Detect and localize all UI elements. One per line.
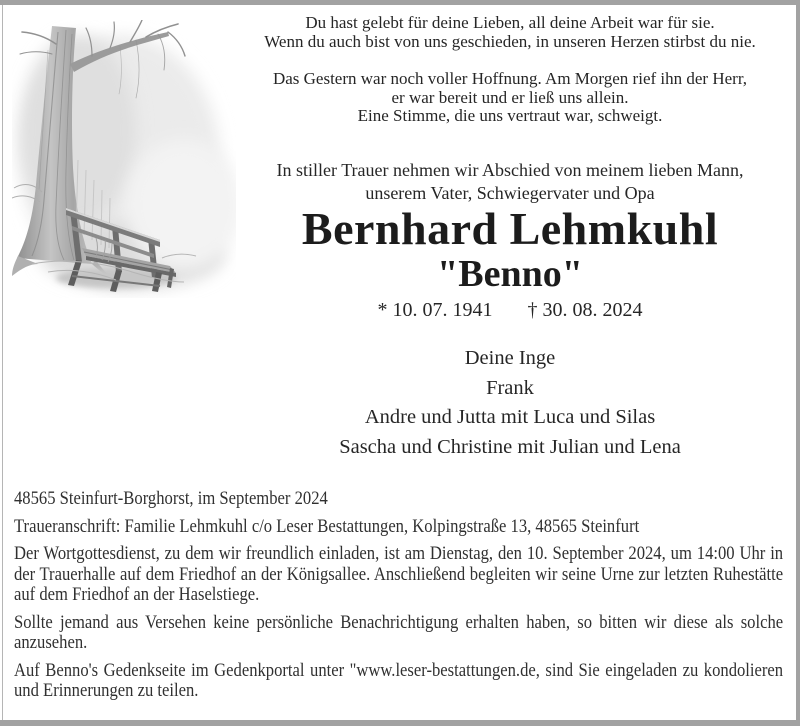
tree-and-bench-illustration	[12, 20, 236, 298]
mourner-line: Andre und Jutta mit Luca und Silas	[364, 406, 656, 428]
tree-and-bench-sketch-icon	[12, 20, 236, 298]
deceased-nickname: "Benno"	[437, 253, 583, 295]
deceased-name: Bernhard Lehmkuhl	[301, 203, 719, 254]
mourning-introduction	[232, 159, 788, 205]
verse-line: Du hast gelebt für deine Lieben, all deine Arbeit war für sie.	[305, 13, 715, 32]
memorial-page-note: Auf Benno's Gedenkseite im Gedenkportal unter "www.leser-bestattungen.de, sind Sie eingeladen zu kondolieren und Erinnerungen zu teilen.	[14, 659, 784, 701]
mourner-line: Sascha und Christine mit Julian und Lena	[339, 435, 681, 458]
second-verse	[232, 70, 788, 126]
verse-line: Das Gestern war noch voller Hoffnung. Am Morgen rief ihn der Herr,	[272, 69, 748, 88]
frame-top-bar	[0, 0, 800, 5]
intro-line: unserem Vater, Schwiegervater und Opa	[365, 183, 655, 203]
frame-bottom-bar	[0, 720, 800, 726]
mourner-line: Frank	[486, 376, 534, 399]
notification-notice: Sollte jemand aus Versehen keine persönliche Benachrichtigung erhalten haben, so bitten wir diese als solche anzusehen.	[14, 611, 784, 653]
frame-right-bar	[796, 0, 800, 726]
mourner-line: Deine Inge	[464, 347, 556, 369]
verse-line: Wenn du auch bist von uns geschieden, in unseren Herzen stirbst du nie.	[264, 31, 756, 51]
mourners-list	[232, 344, 788, 462]
mourning-address: Traueranschrift: Familie Lehmkuhl c/o Leser Bestattungen, Kolpingstraße 13, 48565 Steinfurt	[14, 515, 640, 537]
frame-left-line	[2, 5, 3, 720]
verse-line: er war bereit und er ließ uns allein.	[391, 87, 629, 107]
life-dates	[232, 298, 788, 322]
dateline: 48565 Steinfurt-Borghorst, im September 2024	[14, 488, 328, 509]
verse-line: Eine Stimme, die uns vertraut war, schweigt.	[357, 106, 663, 125]
opening-verse	[232, 14, 788, 51]
intro-line: In stiller Trauer nehmen wir Abschied von meinem lieben Mann,	[276, 160, 744, 180]
notice-details	[14, 489, 783, 702]
service-information: Der Wortgottesdienst, zu dem wir freundlich einladen, ist am Dienstag, den 10. September 2024, um 14:00 Uhr in der Trauerhalle auf dem Friedhof an der Königsallee. Anschließend begleiten wir seine Urne zur letzten Ruhestätte auf dem Friedhof an der Haselstiege.	[14, 543, 784, 605]
death-date: † 30. 08. 2024	[527, 299, 643, 321]
birth-date: * 10. 07. 1941	[377, 299, 493, 321]
